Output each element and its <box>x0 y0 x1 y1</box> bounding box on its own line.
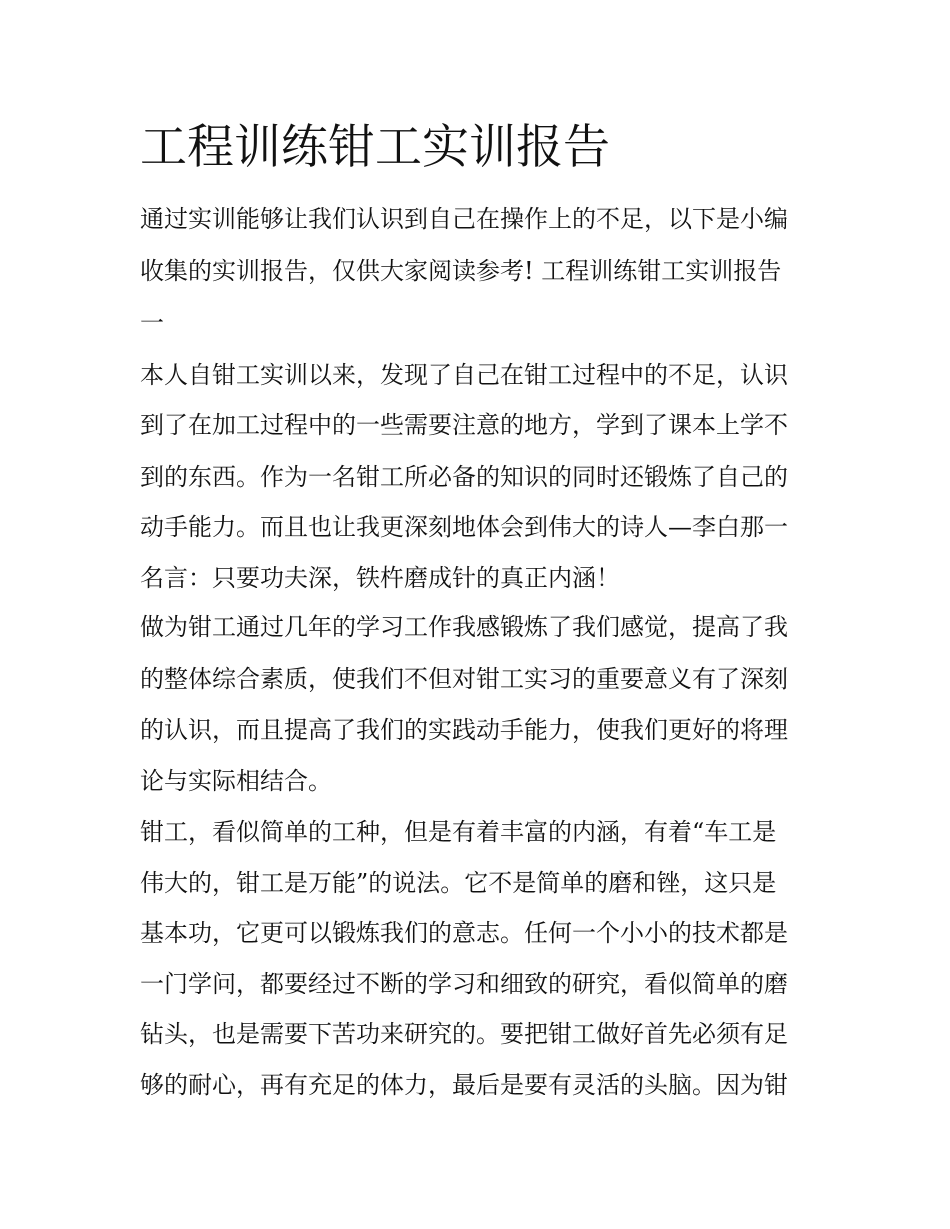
paragraph-line: 做为钳工通过几年的学习工作我感锻炼了我们感觉，提高了我 <box>140 613 788 641</box>
paragraph-line: 一门学问，都要经过不断的学习和细致的研究，看似简单的磨 <box>140 970 788 998</box>
paragraph-line: 动手能力。而且也让我更深刻地体会到伟大的诗人—李白那一 <box>140 513 788 541</box>
paragraph-line: 的认识，而且提高了我们的实践动手能力，使我们更好的将理 <box>140 716 788 744</box>
paragraph-line: 到了在加工过程中的一些需要注意的地方，学到了课本上学不 <box>140 411 788 439</box>
paragraph-line: 的整体综合素质，使我们不但对钳工实习的重要意义有了深刻 <box>140 665 788 693</box>
paragraph-line: 通过实训能够让我们认识到自己在操作上的不足，以下是小编 <box>140 205 788 233</box>
paragraph-line: 收集的实训报告，仅供大家阅读参考! 工程训练钳工实训报告 <box>140 257 782 285</box>
paragraph-line: 伟大的，钳工是万能”的说法。它不是简单的磨和锉，这只是 <box>140 869 777 897</box>
page-title: 工程训练钳工实训报告 <box>140 120 610 175</box>
paragraph-line: 论与实际相结合。 <box>140 767 332 795</box>
paragraph-line: 够的耐心，再有充足的体力，最后是要有灵活的头脑。因为钳 <box>140 1071 788 1099</box>
paragraph-line: 基本功，它更可以锻炼我们的意志。任何一个小小的技术都是 <box>140 919 788 947</box>
paragraph-line: 名言：只要功夫深，铁杵磨成针的真正内涵！ <box>140 564 620 592</box>
paragraph-line: 钻头，也是需要下苦功来研究的。要把钳工做好首先必须有足 <box>140 1020 788 1048</box>
paragraph-line: 本人自钳工实训以来，发现了自己在钳工过程中的不足，认识 <box>140 361 788 389</box>
paragraph-line: 钳工，看似简单的工种，但是有着丰富的内涵，有着“车工是 <box>140 818 777 846</box>
paragraph-line: 到的东西。作为一名钳工所必备的知识的同时还锻炼了自己的 <box>140 463 788 491</box>
paragraph-line: 一 <box>140 309 164 337</box>
